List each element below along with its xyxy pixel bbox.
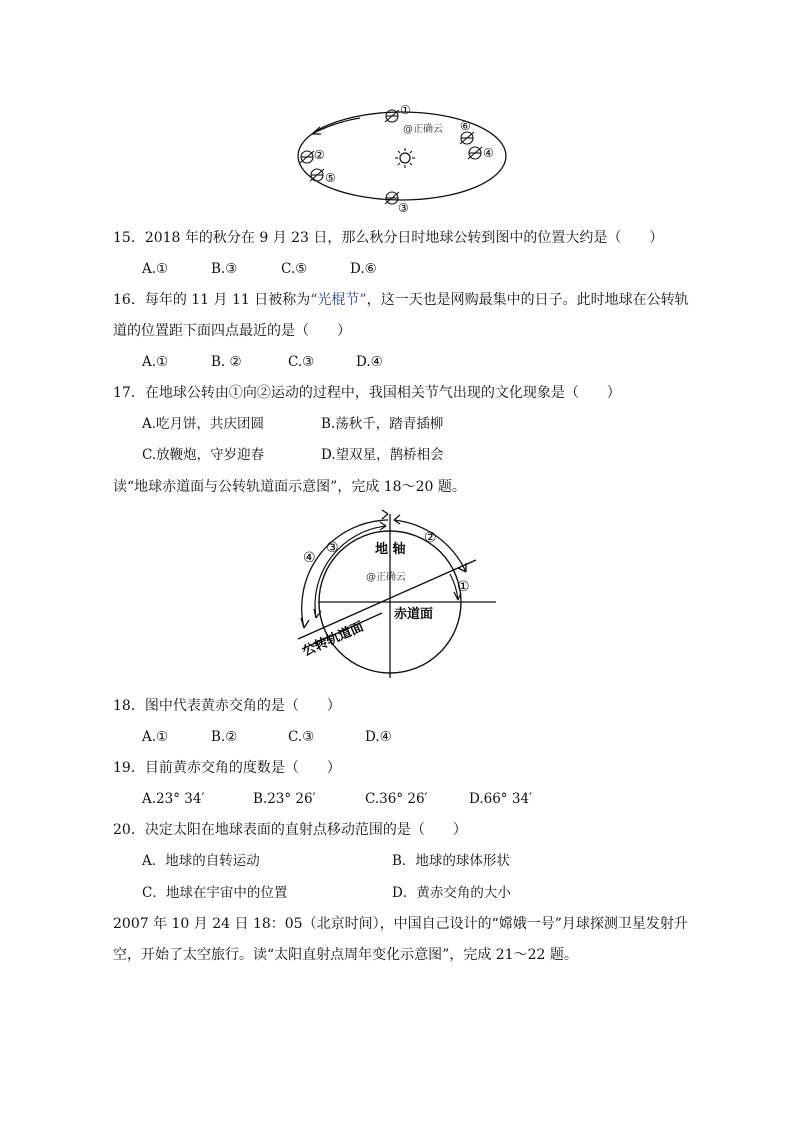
label-1: ① (457, 579, 470, 595)
q17-option-c[interactable]: C.放鞭炮，守岁迎春 (142, 447, 265, 463)
q17-stem: 17．在地球公转由①向②运动的过程中，我国相关节气出现的文化现象是（ ） (113, 385, 621, 401)
q16-option-a[interactable]: A.① (142, 354, 169, 370)
q16-quote: “光棍节” (310, 292, 367, 308)
q20-stem: 20．决定太阳在地球表面的直射点移动范围的是（ ） (113, 822, 467, 838)
sun-icon (395, 148, 415, 168)
q20-option-c[interactable]: C．地球在宇宙中的位置 (142, 885, 288, 901)
earth-pos-4 (468, 147, 482, 159)
q18-option-b[interactable]: B.② (211, 729, 238, 745)
earth-pos-3 (385, 192, 399, 204)
label-3: ③ (326, 540, 339, 556)
q18-stem: 18．图中代表黄赤交角的是（ ） (113, 698, 341, 714)
q16-option-b[interactable]: B. ② (211, 354, 242, 370)
earth-pos-2 (300, 151, 314, 163)
equator-label: 赤道面 (394, 607, 434, 622)
q15-option-c[interactable]: C.⑤ (281, 261, 308, 277)
orbit-figure (290, 98, 510, 218)
q15-stem: 15．2018 年的秋分在 9 月 23 日，那么秋分日时地球公转到图中的位置大约是（ ） (113, 230, 664, 246)
earth-pos-5 (310, 169, 324, 181)
q19-stem: 19．目前黄赤交角的度数是（ ） (113, 760, 341, 776)
q16-option-c[interactable]: C.③ (288, 354, 315, 370)
q16-stem (113, 291, 689, 309)
q20-option-a[interactable]: A．地球的自转运动 (142, 853, 260, 869)
q15-option-d[interactable]: D.⑥ (350, 261, 377, 277)
label-4: ④ (483, 146, 494, 160)
q18-option-c[interactable]: C.③ (288, 729, 315, 745)
q15-option-b[interactable]: B.③ (211, 261, 238, 277)
q20-option-b[interactable]: B．地球的球体形状 (392, 853, 510, 869)
label-2: ② (314, 148, 325, 162)
q20-option-d[interactable]: D．黄赤交角的大小 (392, 885, 511, 901)
q16-stem-line2: 道的位置距下面四点最近的是（ ） (113, 323, 351, 339)
watermark: @正确云 (366, 572, 406, 583)
label-4: ④ (303, 550, 316, 566)
q15-option-a[interactable]: A.① (142, 261, 169, 277)
label-2: ② (424, 530, 437, 546)
q19-option-c[interactable]: C.36° 26′ (365, 791, 428, 807)
axis-label: 地 轴 (375, 542, 406, 557)
q18-option-d[interactable]: D.④ (365, 729, 392, 745)
label-6: ⑥ (460, 119, 471, 133)
intro-21-22-line2: 空，开始了太空旅行。读“太阳直射点周年变化示意图”，完成 21～22 题。 (113, 947, 578, 963)
q19-option-a[interactable]: A.23° 34′ (142, 791, 205, 807)
label-3: ③ (398, 201, 409, 215)
q17-option-b[interactable]: B.荡秋千，踏青插柳 (321, 416, 444, 432)
q16-option-d[interactable]: D.④ (356, 354, 383, 370)
watermark: @正确云 (403, 124, 443, 135)
q17-option-a[interactable]: A.吃月饼，共庆团圆 (142, 416, 265, 432)
earth-pos-6 (460, 132, 474, 144)
orbit-label: 公转轨道面 (300, 619, 367, 660)
label-5: ⑤ (325, 171, 336, 185)
plane-figure (290, 508, 505, 683)
q16-stem-b: ，这一天也是网购最集中的日子。此时地球在公转轨 (366, 292, 689, 308)
intro-18-20: 读“地球赤道面与公转轨道面示意图”，完成 18～20 题。 (113, 479, 466, 495)
q17-option-d[interactable]: D.望双星，鹊桥相会 (321, 447, 444, 463)
label-1: ① (400, 103, 411, 117)
q19-option-d[interactable]: D.66° 34′ (469, 791, 533, 807)
q19-option-b[interactable]: B.23° 26′ (253, 791, 316, 807)
q16-stem-a: 16．每年的 11 月 11 日被称为 (113, 292, 311, 308)
q18-option-a[interactable]: A.① (142, 729, 169, 745)
intro-21-22-line1: 2007 年 10 月 24 日 18：05（北京时间），中国自己设计的“嫦娥一号”月球探测卫星发射升 (113, 916, 688, 932)
